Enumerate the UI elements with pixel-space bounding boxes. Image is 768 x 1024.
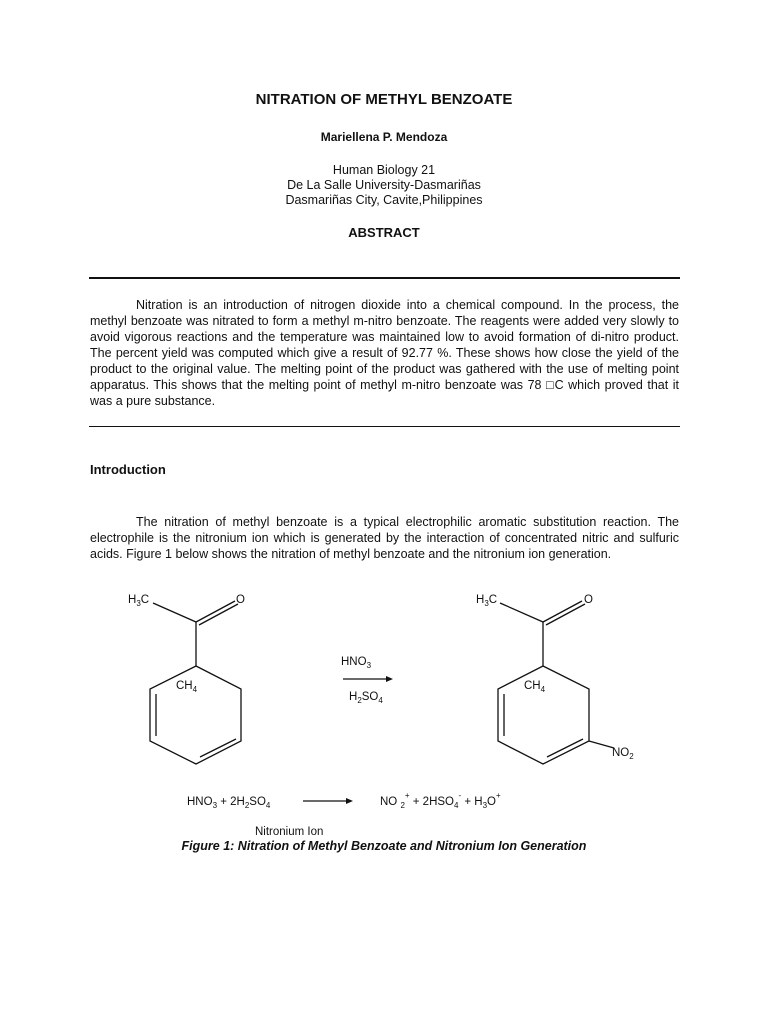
affiliation-line-3: Dasmariñas City, Cavite,Philippines — [285, 193, 483, 207]
figure-caption: Figure 1: Nitration of Methyl Benzoate and Nitronium Ion Generation — [181, 839, 587, 853]
introduction-paragraph: The nitration of methyl benzoate is a typical electrophilic aromatic substitution reaction. The electrophile is the nitronium ion which is generated by the interaction of concentrated nitric and sulfuric acids. Figure 1 below shows the nitration of methyl benzoate and the nitronium ion generation. — [90, 515, 679, 561]
affiliation-line-2: De La Salle University-Dasmariñas — [287, 178, 481, 192]
reagent-sulfuric-acid: $H_2SO_4$ — [349, 691, 383, 705]
right-methyl-label: $H_3C$ — [476, 594, 498, 608]
author-name: Mariellena P. Mendoza — [320, 130, 448, 144]
methyl-m-nitrobenzoate-structure — [498, 601, 614, 764]
reagent-nitric-acid: $HNO_3$ — [341, 656, 372, 670]
equation-reactants: $HNO_3 + 2H_2SO_4$ — [187, 796, 271, 810]
left-carbonyl-o-label: O — [236, 594, 245, 606]
left-methyl-label: $H_3C$ — [128, 594, 150, 608]
introduction-heading: Introduction — [90, 462, 166, 477]
abstract-paragraph: Nitration is an introduction of nitrogen dioxide into a chemical compound. In the process, the methyl benzoate was nitrated to form a methyl m-nitro benzoate. The reagents were added very slowly to avoid vigorous reactions and the temperature was maintained low to avoid formation of di-nitro product. The percent yield was computed which give a result of 92.77 %. These shows how close the yield of the product to the original value. The melting point of the product was gathered with the use of melting point apparatus. This shows that the melting point of methyl m-nitro benzoate was 78 □C which proved that it was a pure substance. — [90, 298, 679, 408]
right-carbonyl-o-label: O — [584, 594, 593, 606]
nitronium-ion-label: Nitronium Ion — [255, 826, 324, 838]
paper-title: NITRATION OF METHYL BENZOATE — [255, 91, 513, 108]
left-ch4-label: $CH_4$ — [176, 680, 198, 694]
right-ch4-label: $CH_4$ — [524, 680, 546, 694]
right-no2-label: $NO_2$ — [612, 747, 634, 761]
equation-products: NO $_2^+ + 2HSO_4^- + H_3O^+$ — [380, 791, 501, 810]
methyl-benzoate-structure — [150, 601, 241, 764]
abstract-heading: ABSTRACT — [348, 225, 420, 240]
affiliation-line-1: Human Biology 21 — [332, 163, 436, 177]
